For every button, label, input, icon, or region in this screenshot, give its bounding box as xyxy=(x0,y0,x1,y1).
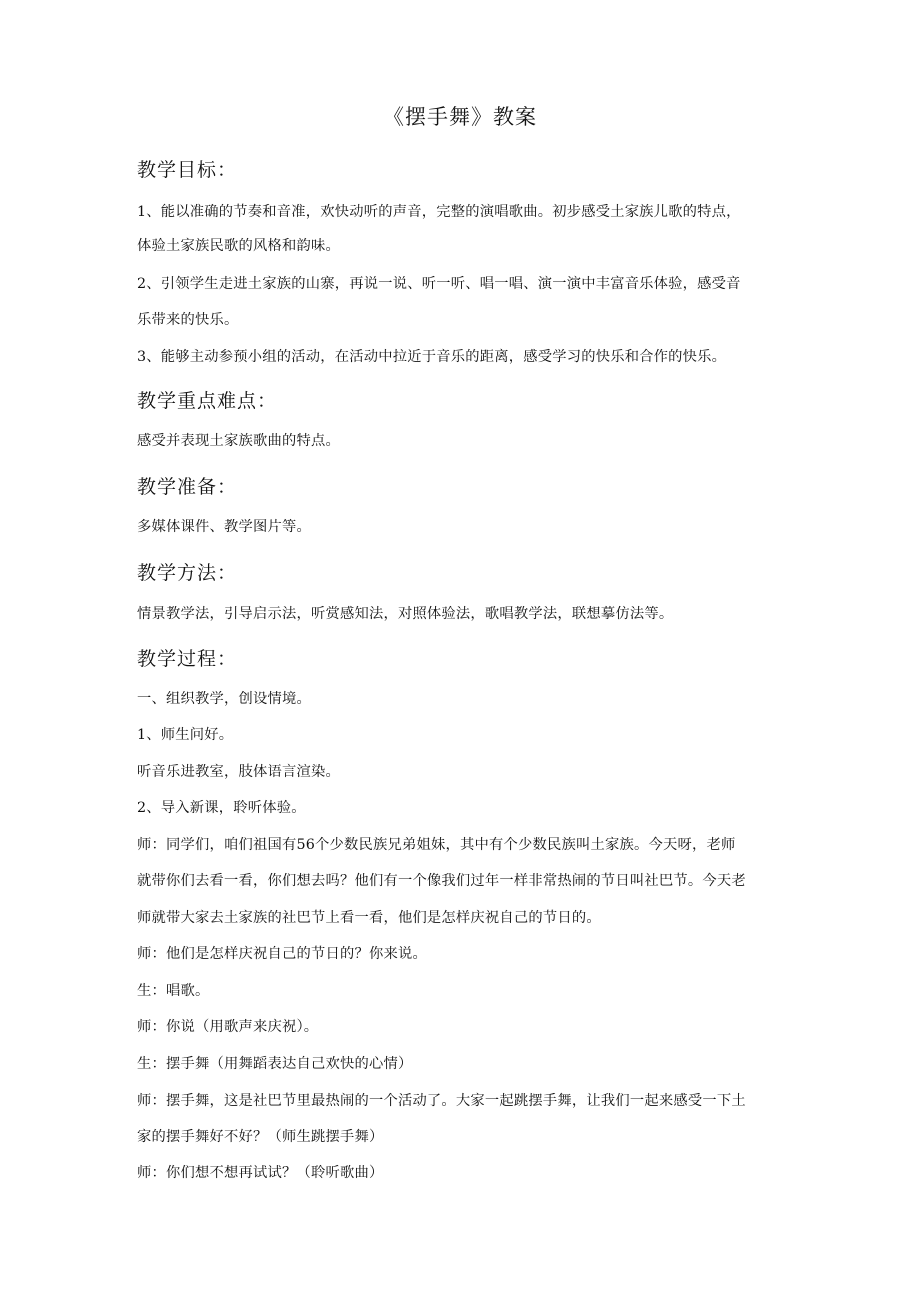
objectives-line: 2、引领学生走进土家族的山寨，再说一说、听一听、唱一唱、演一演中丰富音乐体验，感受音 xyxy=(137,276,741,292)
document-title: 《摆手舞》教案 xyxy=(383,105,537,129)
objectives-line: 乐带来的快乐。 xyxy=(137,312,239,328)
objectives-line: 3、能够主动参预小组的活动，在活动中拉近于音乐的距离，感受学习的快乐和合作的快乐。 xyxy=(137,349,727,365)
process-line: 生：唱歌。 xyxy=(137,983,210,999)
process-line: 师：摆手舞，这是社巴节里最热闹的一个活动了。大家一起跳摆手舞，让我们一起来感受一下土 xyxy=(137,1093,746,1109)
process-line: 生：摆手舞（用舞蹈表达自己欢快的心情） xyxy=(137,1056,413,1072)
process-line: 2、导入新课，聆听体验。 xyxy=(137,800,306,816)
process-line: 师：同学们，咱们祖国有56个少数民族兄弟姐妹，其中有个少数民族叫土家族。今天呀，老师 xyxy=(137,837,736,853)
section-heading-objectives: 教学目标： xyxy=(137,159,238,181)
process-line: 就带你们去看一看，你们想去吗？他们有一个像我们过年一样非常热闹的节日叫社巴节。今天老 xyxy=(137,873,746,889)
methods-line: 情景教学法，引导启示法，听赏感知法，对照体验法，歌唱教学法，联想摹仿法等。 xyxy=(137,606,674,622)
process-line: 听音乐进教室，肢体语言渲染。 xyxy=(137,764,340,780)
process-line: 师：你们想不想再试试？（聆听歌曲） xyxy=(137,1165,384,1181)
section-heading-process: 教学过程： xyxy=(137,648,238,670)
key-points-line: 感受并表现土家族歌曲的特点。 xyxy=(137,433,340,449)
section-heading-key-points: 教学重点难点： xyxy=(137,390,278,412)
process-line: 师就带大家去土家族的社巴节上看一看，他们是怎样庆祝自己的节日的。 xyxy=(137,910,601,926)
section-heading-preparation: 教学准备： xyxy=(137,476,238,498)
process-line: 一、组织教学，创设情境。 xyxy=(137,691,311,707)
objectives-line: 1、能以准确的节奏和音准，欢快动听的声音，完整的演唱歌曲。初步感受土家族儿歌的特点， xyxy=(137,204,741,220)
preparation-line: 多媒体课件、教学图片等。 xyxy=(137,519,311,535)
process-line: 师：他们是怎样庆祝自己的节日的？你来说。 xyxy=(137,946,427,962)
objectives-line: 体验土家族民歌的风格和韵味。 xyxy=(137,238,340,254)
process-line: 师：你说（用歌声来庆祝）。 xyxy=(137,1019,319,1035)
section-heading-methods: 教学方法： xyxy=(137,562,238,584)
process-line: 家的摆手舞好不好？（师生跳摆手舞） xyxy=(137,1129,384,1145)
process-line: 1、师生问好。 xyxy=(137,727,234,743)
